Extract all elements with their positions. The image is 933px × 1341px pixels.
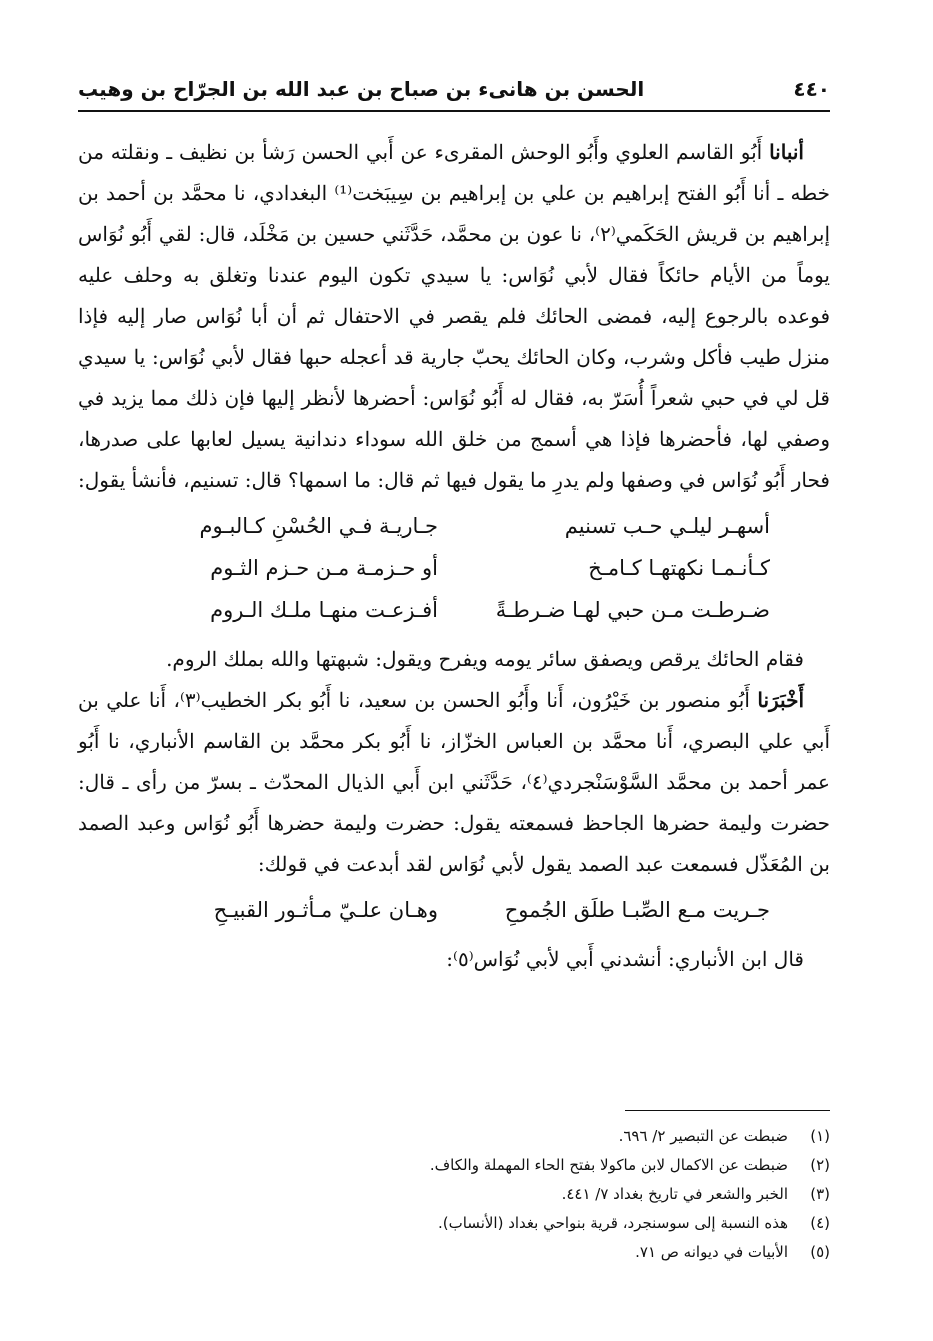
main-text — [78, 132, 830, 980]
footnotes — [78, 1122, 830, 1267]
verse-line — [78, 547, 830, 589]
footnote-text: الخبر والشعر في تاريخ بغداد ٧/ ٤٤١. — [561, 1185, 788, 1203]
verse-hemistich-left: أو حـزمـة مـن حـزم الثـوم — [210, 556, 438, 580]
verse-hemistich-left: جـاريـة فـي الحُسْنِ كـالبـوم — [199, 514, 438, 538]
verse-hemistich-right: ضـرطـت مـن حبي لهـا ضـرطـةً — [495, 598, 770, 622]
footnote-number: (١) — [810, 1127, 830, 1145]
verse-hemistich-left: أفـزعـت منهـا ملـك الـروم — [210, 598, 438, 622]
footnote-text: الأبيات في ديوانه ص ٧١. — [635, 1243, 788, 1261]
footnote — [78, 1209, 830, 1238]
footnote — [78, 1151, 830, 1180]
paragraph-3-lead: أَخْبَرَنا — [757, 688, 804, 712]
verse-line — [78, 505, 830, 547]
footnote — [78, 1180, 830, 1209]
verse-line — [78, 889, 830, 931]
verse-hemistich-left: وهـان علـيّ مـأثـور القبيـحِ — [213, 898, 438, 922]
running-title: الحسن بن هانىء بن صباح بن عبد الله بن الجرّاح بن وهيب — [78, 77, 645, 101]
paragraph-3 — [78, 680, 830, 885]
page-header — [78, 72, 830, 106]
verse-line — [78, 589, 830, 631]
footnote-number: (٥) — [810, 1243, 830, 1261]
footnote-divider — [625, 1110, 830, 1111]
footnote — [78, 1238, 830, 1267]
verse-hemistich-right: كـأنـمـا نكهتهـا كـامـخ — [588, 556, 770, 580]
paragraph-1-text: أَبُو القاسم العلوي وأَبُو الوحش المقرىء عن أَبي الحسن رَشأ بن نظيف ـ ونقلته من خطه ـ أنا أَبُو الفتح إبراهيم بن علي بن إبراهيم بن سِيبَخت⁽¹⁾ البغدادي، نا محمَّد بن أحمد بن إبراهيم بن قريش الحَكَمي⁽٢⁾، نا عون بن محمَّد، حَدَّثَني حسين بن مَخْلَد، قال: لقي أَبُو نُوَاس يوماً من الأيام حائكاً فقال لأبي نُوَاس: يا سيدي تكون اليوم عندنا وتغلق به وحلف عليه فوعده بالرجوع إليه، فمضى الحائك فلم يقصر في الاحتفال ثم أن أبا نُوَاس صار إليه فإذا منزل طيب فأكل وشرب، وكان الحائك يحبّ جارية قد أعجله حبها فقال لأبي نُوَاس: يا سيدي قل لي في حبي شعراً أُسَرّ به، فقال له أَبُو نُوَاس: أحضرها لأنظر إليها فإن ذلك مما يزيد في وصفي لها، فأحضرها فإذا هي أسمج من خلق الله سوداء دندانية يسيل لعابها على صدرها، فحار أَبُو نُوَاس في وصفها ولم يدرِ ما يقول فيها ثم قال: ما اسمها؟ قال: تسنيم، فأنشأ يقول: — [78, 140, 831, 492]
footnote — [78, 1122, 830, 1151]
poem-2 — [78, 889, 830, 931]
footnote-number: (٤) — [810, 1214, 830, 1232]
poem-1 — [78, 505, 830, 631]
footnote-text: ضبطت عن التبصير ٢/ ٦٩٦. — [618, 1127, 788, 1145]
footnote-text: ضبطت عن الاكمال لابن ماكولا بفتح الحاء المهملة والكاف. — [429, 1156, 788, 1174]
paragraph-4: قال ابن الأنباري: أنشدني أَبي لأبي نُوَاس⁽٥⁾: — [446, 947, 804, 971]
verse-hemistich-right: أسهـر ليلـي حـب تسنيم — [564, 514, 770, 538]
paragraph-1-lead: أنبانا — [769, 140, 804, 164]
footnote-text: هذه النسبة إلى سوسنجرد، قرية بنواحي بغداد (الأنساب). — [438, 1214, 788, 1232]
paragraph-1 — [78, 132, 830, 501]
verse-hemistich-right: جـريت مـع الصِّبـا طلَق الجُموحِ — [504, 898, 770, 922]
page-number: ٤٤٠ — [793, 77, 830, 101]
paragraph-2: فقام الحائك يرقص ويصفق سائر يومه ويفرح ويقول: شبهتها والله بملك الروم. — [166, 647, 804, 671]
footnote-number: (٣) — [810, 1185, 830, 1203]
paragraph-3-text: أَبُو منصور بن خَيْرُون، أَنا وأَبُو الحسن بن سعيد، نا أَبُو بكر الخطيب⁽٣⁾، أَنا علي بن أَبي علي البصري، أَنا محمَّد بن العباس الخزّاز، نا أَبُو بكر محمَّد بن القاسم الأنباري، نا أَبُو عمر أحمد بن محمَّد السَّوْسَنْجردي⁽٤⁾، حَدَّثَني ابن أَبي الذيال المحدّث ـ بسرّ من رأى ـ قال: حضرت وليمة حضرها الجاحظ فسمعته يقول: حضرت وليمة حضرها أَبُو نُوَاس وعبد الصمد بن المُعَذّل فسمعت عبد الصمد يقول لأبي نُوَاس لقد أبدعت في قولك: — [78, 688, 830, 876]
header-divider — [78, 110, 830, 112]
footnote-number: (٢) — [810, 1156, 830, 1174]
